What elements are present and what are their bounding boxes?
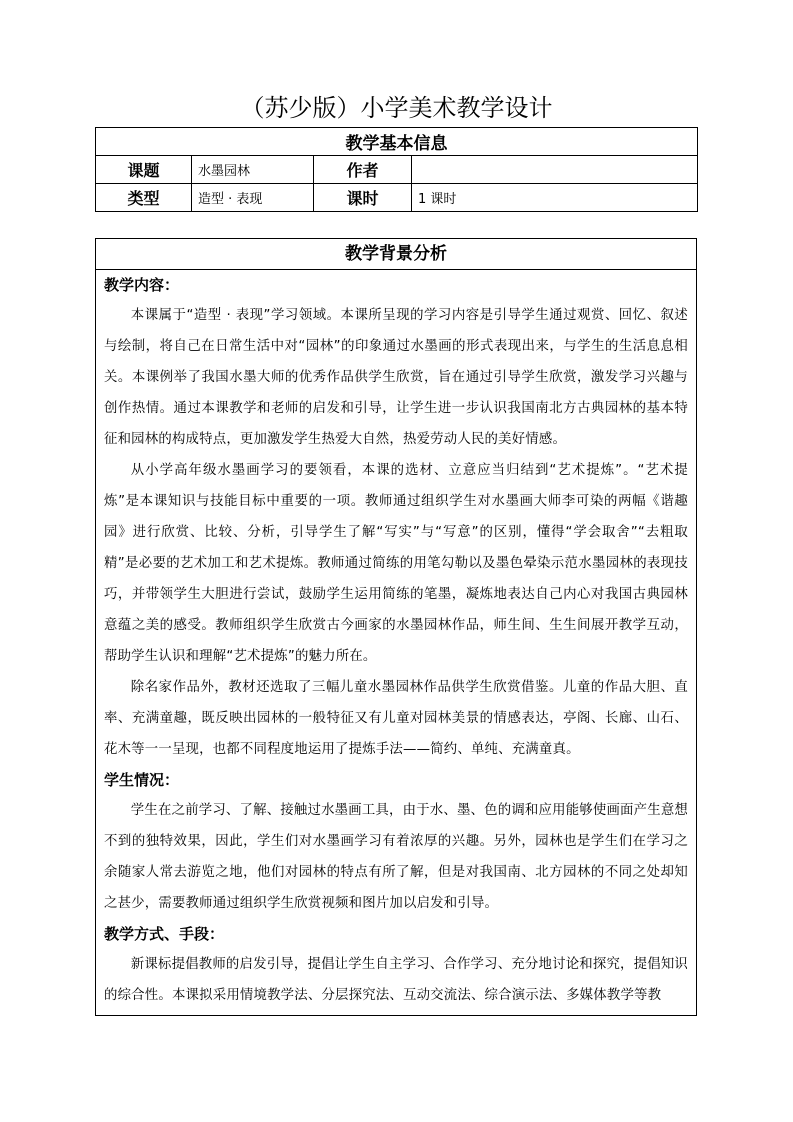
value-author xyxy=(412,156,698,184)
table-row xyxy=(96,156,698,184)
label-topic: 课题 xyxy=(96,156,192,184)
section-heading-students: 学生情况： xyxy=(104,771,180,789)
label-author: 作者 xyxy=(314,156,412,184)
basic-info-table xyxy=(95,127,698,212)
background-analysis-box xyxy=(95,238,697,1016)
paragraph: 学生在之前学习、了解、接触过水墨画工具，由于水、墨、色的调和应用能够使画面产生意想不到的独特效果，因此，学生们对水墨画学习有着浓厚的兴趣。另外，园林也是学生们在学习之余随家人常去游览之地，他们对园林的特点有所了解，但是对我国南、北方园林的不同之处却知之甚少，需要教师通过组织学生欣赏视频和图片加以启发和引导。 xyxy=(104,803,689,911)
table-row xyxy=(96,184,698,212)
document-title: （苏少版）小学美术教学设计 xyxy=(240,94,553,122)
label-periods: 课时 xyxy=(314,184,412,212)
value-type: 造型 · 表现 xyxy=(192,184,314,212)
paragraph: 除名家作品外，教材还选取了三幅儿童水墨园林作品供学生欣赏借鉴。儿童的作品大胆、直率、充满童趣，既反映出园林的一般特征又有儿童对园林美景的情感表达，亭阁、长廊、山石、花木等一一呈现，也都不同程度地运用了提炼手法——简约、单纯、充满童真。 xyxy=(104,680,688,757)
background-analysis-header: 教学背景分析 xyxy=(96,239,696,270)
paragraph: 从小学高年级水墨画学习的要领看，本课的选材、立意应当归结到“艺术提炼”。“艺术提炼”是本课知识与技能目标中重要的一项。教师通过组织学生对水墨画大师李可染的两幅《谐趣园》进行欣赏、比较、分析，引导学生了解“写实”与“写意”的区别，懂得“学会取舍”“去粗取精”是必要的艺术加工和艺术提炼。教师通过简练的用笔勾勒以及墨色晕染示范水墨园林的表现技巧，并带领学生大胆进行尝试，鼓励学生运用简练的笔墨，凝炼地表达自己内心对我国古典园林意蕴之美的感受。教师组织学生欣赏古今画家的水墨园林作品，师生间、生生间展开教学互动，帮助学生认识和理解“艺术提炼”的魅力所在。 xyxy=(104,463,688,664)
section-heading-content: 教学内容： xyxy=(104,276,180,294)
paragraph: 本课属于“造型 · 表现”学习领域。本课所呈现的学习内容是引导学生通过观赏、回忆、叙述与绘制，将自己在日常生活中对“园林”的印象通过水墨画的形式表现出来，与学生的生活息息相关。本课例举了我国水墨大师的优秀作品供学生欣赏，旨在通过引导学生欣赏，激发学习兴趣与创作热情。通过本课教学和老师的启发和引导，让学生进一步认识我国南北方古典园林的基本特征和园林的构成特点，更加激发学生热爱大自然，热爱劳动人民的美好情感。 xyxy=(104,308,688,447)
section-heading-methods: 教学方式、手段： xyxy=(104,925,225,943)
value-topic: 水墨园林 xyxy=(192,156,314,184)
paragraph: 新课标提倡教师的启发引导，提倡让学生自主学习、合作学习、充分地讨论和探究，提倡知识的综合性。本课拟采用情境教学法、分层探究法、互动交流法、综合演示法、多媒体教学等教 xyxy=(104,957,689,1003)
label-type: 类型 xyxy=(96,184,192,212)
basic-info-header: 教学基本信息 xyxy=(96,128,698,156)
background-analysis-body xyxy=(96,270,696,1011)
value-periods: 1 课时 xyxy=(412,184,698,212)
